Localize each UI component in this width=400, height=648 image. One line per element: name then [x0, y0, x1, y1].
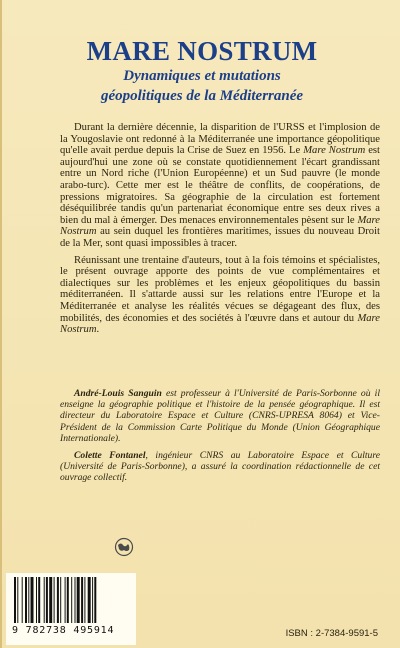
- isbn: ISBN : 2-7384-9591-5: [285, 628, 378, 639]
- summary-p2-end: .: [96, 324, 100, 336]
- barcode-bar: [46, 577, 48, 623]
- barcode-bar: [49, 577, 52, 623]
- barcode-bar: [54, 577, 55, 623]
- barcode-bar: [28, 577, 29, 623]
- barcode-bar: [84, 577, 85, 623]
- mare-nostrum-emphasis: Mare Nostrum: [60, 214, 380, 238]
- barcode-bar: [71, 577, 72, 623]
- summary-p1-text-c: au sein duquel les frontières maritimes, issues du nouveau Droit de la Mer, sont quasi impossibles à tracer.: [60, 226, 380, 249]
- book-title: MARE NOSTRUM: [86, 36, 318, 66]
- author-note-fontanel: [60, 450, 380, 484]
- barcode-bar: [14, 577, 16, 623]
- mare-nostrum-emphasis: Mare Nostrum: [60, 312, 380, 336]
- barcode-bar: [31, 577, 34, 623]
- summary-p1-text-b: est aujourd'hui une zone où se constate quotidiennement l'écart grandissant entre un Nord riche (l'Union Européenne) et un Sud pauvre (le monde arabo-turc). Cette mer est le théâtre de conflits, de coopérations, de pressions migratoires. Sa géographie de la circulation est fortement déséquilibrée tandis qu'un partenariat économique entre ses deux rives a bien du mal à émerger. Des menaces environnementales pèsent sur le: [60, 145, 380, 226]
- barcode-bar: [75, 577, 76, 623]
- barcode-number: 9 782738 495914: [12, 625, 115, 636]
- author-bio-sanguin: est professeur à l'Université de Paris-Sorbonne où il enseigne la géographie politique et l'histoire de la pensée géographique. Il est directeur du Laboratoire Espace et Culture (CNRS-UPRESA 8064) et Vice-Président de la Commission Carte Politique du Monde (Union Géographique Internationale).: [60, 388, 380, 444]
- barcode-bar: [38, 577, 40, 623]
- barcode-bar: [94, 577, 96, 623]
- author-bio-fontanel: , ingénieur CNRS au Laboratoire Espace et Culture (Université de Paris-Sorbonne), a assuré la coordination rédactionnelle de cet ouvrage collectif.: [60, 450, 380, 484]
- subtitle-line-2: géopolitiques de la Méditerranée: [100, 88, 304, 104]
- author-name-fontanel: Colette Fontanel: [74, 450, 146, 462]
- summary-p2-text: Réunissant une trentaine d'auteurs, tout à la fois témoins et spécialistes, le présent ouvrage apporte des points de vue complémentaires et dialectiques sur les problèmes et les enjeux géopolitiques du bassin méditerranéen. Il s'attarde aussi sur les relations entre l'Europe et la Méditerranée et analyse les réalités vécues se dégageant des flux, des mobilités, des économies et des sociétés à l'œuvre dans et autour du: [60, 254, 380, 324]
- barcode-bar: [17, 577, 18, 623]
- barcode-bars: [12, 577, 130, 625]
- barcode-bar: [88, 577, 91, 623]
- barcode-bar: [36, 577, 37, 623]
- barcode-bar: [65, 577, 66, 623]
- author-name-sanguin: André-Louis Sanguin: [74, 388, 162, 399]
- subtitle-line-1: Dynamiques et mutations: [123, 68, 281, 84]
- summary-text: [60, 122, 380, 336]
- publisher-globe-icon: [114, 537, 134, 557]
- barcode-bar: [81, 577, 83, 623]
- author-note-sanguin: [60, 388, 380, 444]
- barcode-bar: [92, 577, 93, 623]
- authors-notes: [60, 388, 380, 484]
- barcode-bar: [60, 577, 61, 623]
- summary-paragraph-2: [60, 255, 380, 336]
- barcode-bar: [22, 577, 23, 623]
- barcode-bar: [25, 577, 27, 623]
- barcode-bar: [44, 577, 45, 623]
- barcode: [6, 573, 136, 645]
- barcode-bar: [77, 577, 80, 623]
- mare-nostrum-emphasis: Mare Nostrum: [303, 145, 366, 157]
- summary-paragraph-1: [60, 122, 380, 250]
- barcode-bar: [57, 577, 59, 623]
- barcode-bar: [67, 577, 69, 623]
- summary-p1-text-a: Durant la dernière décennie, la disparition de l'URSS et l'implosion de la Yougoslavie ont redonné à la Méditerranée une importance géopolitique qu'elle avait perdue depuis la Crise de Suez en 1956. Le: [60, 122, 380, 157]
